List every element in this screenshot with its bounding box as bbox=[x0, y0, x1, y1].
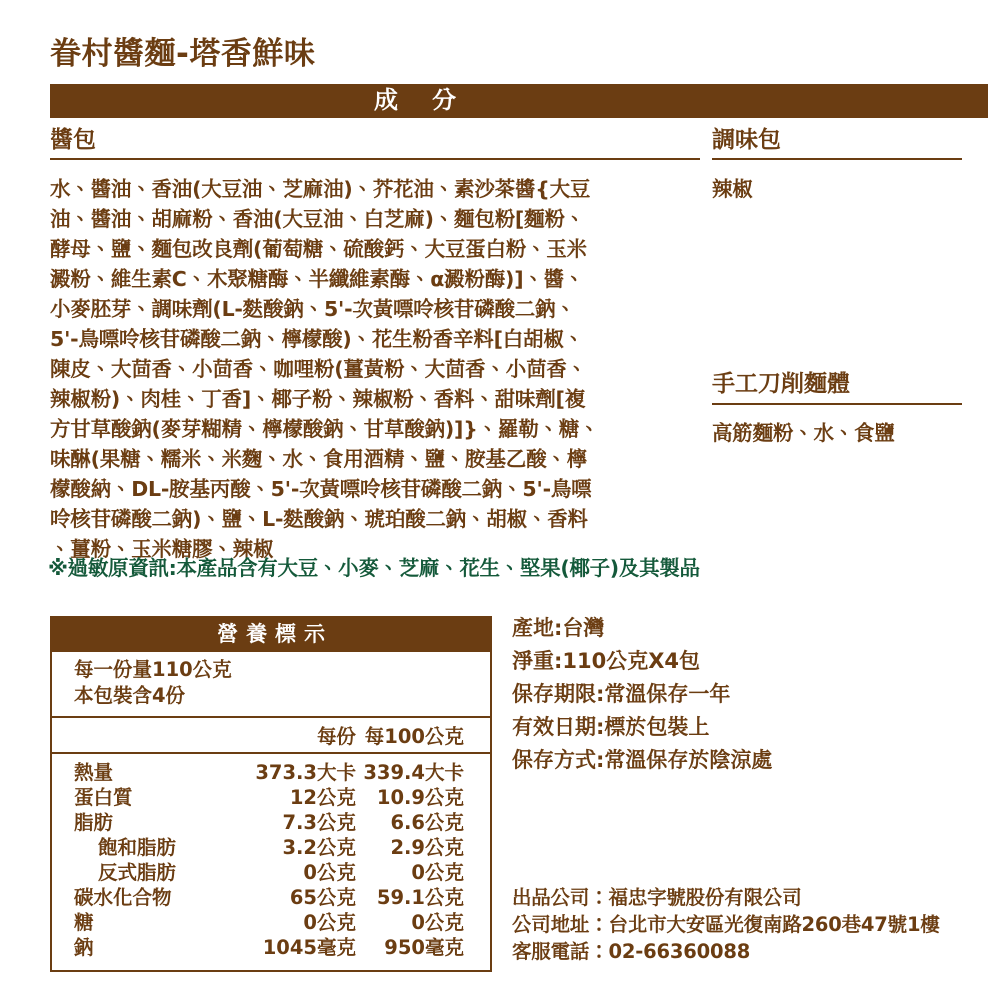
ingredient-line: 方甘草酸鈉(麥芽糊精、檸檬酸鈉、甘草酸鈉)]}、羅勒、糖、 bbox=[50, 417, 600, 441]
ingredients-seasoning-packet: 辣椒 bbox=[712, 177, 753, 201]
nutrient-name: 蛋白質 bbox=[74, 786, 133, 809]
nutrient-per-serving: 7.3公克 bbox=[282, 811, 356, 834]
nutrient-per-100g: 59.1公克 bbox=[376, 886, 464, 909]
company-name: 出品公司：福忠字號股份有限公司 bbox=[512, 886, 802, 909]
nutrient-per-serving: 373.3大卡 bbox=[255, 761, 356, 784]
ingredient-line: 檬酸納、DL-胺基丙酸、5'-次黃嘌呤核苷磷酸二鈉、5'-鳥嘌 bbox=[50, 477, 592, 501]
ingredients-sauce-packet bbox=[50, 174, 710, 564]
nutrition-table-title: 營養標示 bbox=[52, 618, 490, 652]
nutrient-name: 糖 bbox=[74, 911, 94, 934]
nutrient-per-100g: 6.6公克 bbox=[390, 811, 464, 834]
nutrient-per-serving: 12公克 bbox=[289, 786, 356, 809]
info-origin: 產地:台灣 bbox=[512, 616, 605, 640]
nutrient-per-100g: 950毫克 bbox=[384, 936, 464, 959]
ingredients-banner-label: 成分 bbox=[374, 86, 490, 114]
nutrient-name: 飽和脂肪 bbox=[98, 836, 177, 859]
nutrient-per-serving: 1045毫克 bbox=[262, 936, 356, 959]
company-phone: 客服電話：02-66360088 bbox=[512, 940, 751, 963]
section-heading-sauce-packet: 醬包 bbox=[50, 127, 96, 153]
table-row bbox=[52, 810, 490, 835]
ingredient-line: 澱粉、維生素C、木聚糖酶、半纖維素酶、α澱粉酶)]、醬、 bbox=[50, 267, 585, 291]
ingredient-line: 味醂(果糖、糯米、米麴、水、食用酒精、鹽、胺基乙酸、檸 bbox=[50, 447, 587, 471]
ingredient-line: 呤核苷磷酸二鈉)、鹽、L-麩酸鈉、琥珀酸二鈉、胡椒、香料 bbox=[50, 507, 588, 531]
nutrient-per-serving: 0公克 bbox=[303, 911, 356, 934]
company-info-block bbox=[512, 884, 940, 965]
nutrient-name: 碳水化合物 bbox=[74, 886, 172, 909]
table-row bbox=[52, 910, 490, 935]
table-row bbox=[52, 885, 490, 910]
nutrient-per-100g: 0公克 bbox=[411, 861, 464, 884]
nutrition-facts-table bbox=[50, 616, 492, 972]
info-storage: 保存方式:常溫保存於陰涼處 bbox=[512, 748, 773, 772]
ingredients-banner bbox=[50, 84, 988, 118]
nutrition-rows bbox=[52, 754, 490, 970]
ingredient-line: 水、醬油、香油(大豆油、芝麻油)、芥花油、素沙茶醬{大豆 bbox=[50, 177, 591, 201]
table-row bbox=[52, 935, 490, 960]
nutrient-per-100g: 339.4大卡 bbox=[363, 761, 464, 784]
divider-sauce-packet bbox=[50, 158, 700, 160]
nutrition-serving-info bbox=[52, 652, 490, 718]
servings-per-pack: 本包裝含4份 bbox=[74, 684, 186, 707]
nutrient-per-100g: 10.9公克 bbox=[376, 786, 464, 809]
nutrition-column-headers bbox=[52, 718, 490, 754]
info-expiry: 有效日期:標於包裝上 bbox=[512, 715, 710, 739]
company-address: 公司地址：台北市大安區光復南路260巷47號1樓 bbox=[512, 913, 940, 936]
ingredient-line: 油、醬油、胡麻粉、香油(大豆油、白芝麻)、麵包粉[麵粉、 bbox=[50, 207, 586, 231]
table-row bbox=[52, 835, 490, 860]
ingredient-line: 5'-鳥嘌呤核苷磷酸二鈉、檸檬酸)、花生粉香辛料[白胡椒、 bbox=[50, 327, 584, 351]
nutrient-per-serving: 3.2公克 bbox=[282, 836, 356, 859]
ingredient-line: 、薑粉、玉米糖膠、辣椒 bbox=[50, 537, 274, 561]
table-row bbox=[52, 860, 490, 885]
ingredient-line: 酵母、鹽、麵包改良劑(葡萄糖、硫酸鈣、大豆蛋白粉、玉米 bbox=[50, 237, 587, 261]
ingredient-line: 辣椒粉)、肉桂、丁香]、椰子粉、辣椒粉、香料、甜味劑[複 bbox=[50, 387, 586, 411]
table-row bbox=[52, 760, 490, 785]
ingredient-line: 小麥胚芽、調味劑(L-麩酸鈉、5'-次黃嘌呤核苷磷酸二鈉、 bbox=[50, 297, 576, 321]
info-shelf-life: 保存期限:常溫保存一年 bbox=[512, 682, 731, 706]
divider-noodle bbox=[712, 403, 962, 405]
column-header-per-serving: 每份 bbox=[316, 725, 356, 748]
info-net-weight: 淨重:110公克X4包 bbox=[512, 649, 701, 673]
ingredients-noodle: 高筋麵粉、水、食鹽 bbox=[712, 421, 895, 445]
section-heading-seasoning-packet: 調味包 bbox=[712, 127, 781, 153]
nutrient-per-serving: 65公克 bbox=[289, 886, 356, 909]
column-header-per-100g: 每100公克 bbox=[364, 725, 464, 748]
nutrient-name: 反式脂肪 bbox=[98, 861, 177, 884]
nutrient-name: 熱量 bbox=[74, 761, 114, 784]
nutrient-per-100g: 2.9公克 bbox=[390, 836, 464, 859]
nutrient-per-serving: 0公克 bbox=[303, 861, 356, 884]
nutrient-name: 鈉 bbox=[74, 936, 94, 959]
section-heading-noodle: 手工刀削麵體 bbox=[712, 371, 850, 397]
serving-size: 每一份量110公克 bbox=[74, 658, 232, 681]
product-info-block bbox=[512, 612, 772, 777]
nutrient-name: 脂肪 bbox=[74, 811, 114, 834]
allergen-notice: ※過敏原資訊:本產品含有大豆、小麥、芝麻、花生、堅果(椰子)及其製品 bbox=[48, 556, 700, 580]
page-title: 眷村醬麵-塔香鮮味 bbox=[50, 36, 316, 72]
nutrient-per-100g: 0公克 bbox=[411, 911, 464, 934]
table-row bbox=[52, 785, 490, 810]
ingredient-line: 陳皮、大茴香、小茴香、咖哩粉(薑黃粉、大茴香、小茴香、 bbox=[50, 357, 587, 381]
divider-seasoning-packet bbox=[712, 158, 962, 160]
